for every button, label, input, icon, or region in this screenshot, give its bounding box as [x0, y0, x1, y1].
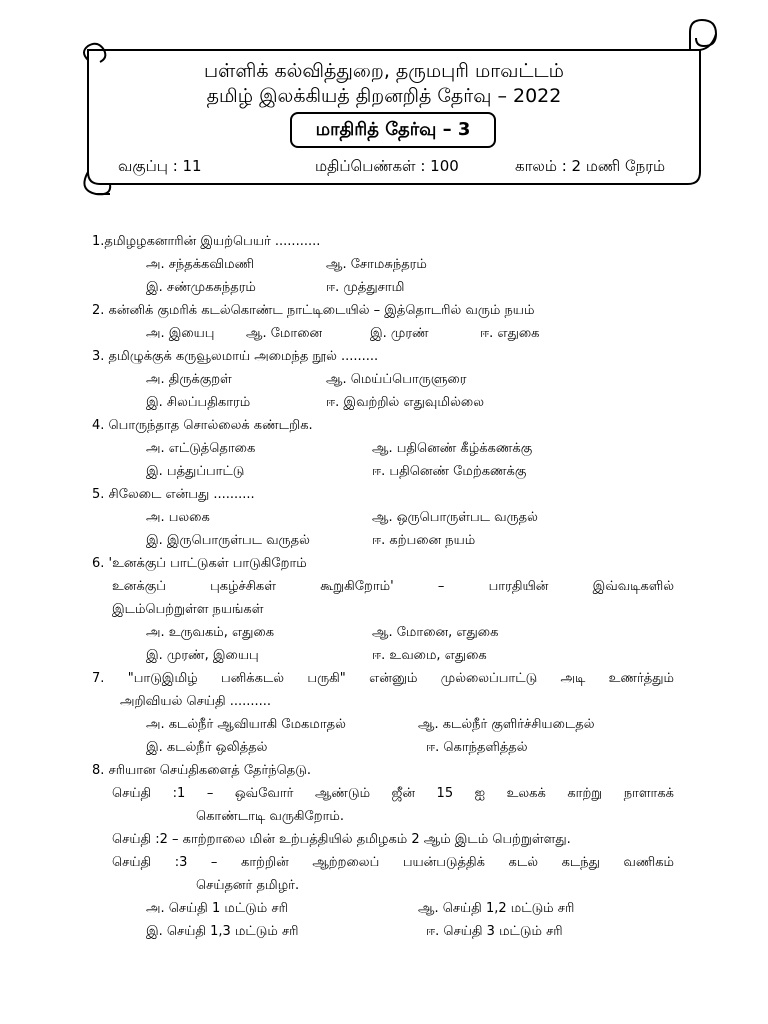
- q8-statement-3-line-1: செய்தி :3 – காற்றின் ஆற்றலைப் பயன்படுத்திக் கடல் கடந்து வணிகம்: [112, 855, 674, 870]
- q3-option-b: ஆ. மெய்ப்பொருளுரை: [326, 372, 467, 387]
- q5-option-b: ஆ. ஒருபொருள்பட வருதல்: [372, 510, 538, 525]
- q2-option-d: ஈ. எதுகை: [480, 326, 540, 341]
- q4-option-a: அ. எட்டுத்தொகை: [146, 441, 256, 456]
- q5-option-d: ஈ. கற்பனை நயம்: [372, 533, 476, 548]
- question-6-line-3: இடம்பெற்றுள்ள நயங்கள்: [112, 602, 264, 617]
- q8-option-c: இ. செய்தி 1,3 மட்டும் சரி: [146, 924, 299, 939]
- q4-option-b: ஆ. பதினெண் கீழ்க்கணக்கு: [372, 441, 533, 456]
- q6-option-c: இ. முரண், இயைபு: [146, 648, 259, 663]
- question-4: 4. பொருந்தாத சொல்லைக் கண்டறிக.: [92, 418, 313, 433]
- q1-option-d: ஈ. முத்துசாமி: [326, 280, 405, 295]
- question-7-line-2: அறிவியல் செய்தி ..........: [120, 694, 272, 709]
- q6-option-d: ஈ. உவமை, எதுகை: [372, 648, 487, 663]
- q2-option-b: ஆ. மோனை: [246, 326, 323, 341]
- q7-option-b: ஆ. கடல்நீர் குளிர்ச்சியடைதல்: [418, 717, 595, 732]
- question-6-line-2: உனக்குப் புகழ்ச்சிகள் கூறுகிறோம்' – பாரதியின் இவ்வடிகளில்: [112, 579, 674, 594]
- q6-option-a: அ. உருவகம், எதுகை: [146, 625, 275, 640]
- question-1: 1.தமிழழகனாரின் இயற்பெயர் ...........: [92, 234, 321, 249]
- time-label: காலம் : 2 மணி நேரம்: [515, 157, 666, 175]
- q5-option-c: இ. இருபொருள்பட வருதல்: [146, 533, 310, 548]
- district-heading: பள்ளிக் கல்வித்துறை, தருமபுரி மாவட்டம்: [204, 60, 564, 82]
- q8-option-d: ஈ. செய்தி 3 மட்டும் சரி: [426, 924, 563, 939]
- question-2: 2. கன்னிக் குமரிக் கடல்கொண்ட நாட்டிடையில் – இத்தொடரில் வரும் நயம்: [92, 303, 535, 318]
- question-5: 5. சிலேடை என்பது ..........: [92, 487, 255, 502]
- class-label: வகுப்பு : 11: [118, 157, 202, 175]
- q8-statement-3-line-2: செய்தனர் தமிழர்.: [196, 878, 300, 893]
- question-8: 8. சரியான செய்திகளைத் தேர்ந்தெடு.: [92, 763, 311, 778]
- q4-option-c: இ. பத்துப்பாட்டு: [146, 464, 245, 479]
- q7-option-a: அ. கடல்நீர் ஆவியாகி மேகமாதல்: [146, 717, 346, 732]
- question-6-line-1: 6. 'உனக்குப் பாட்டுகள் பாடுகிறோம்: [92, 556, 307, 571]
- q8-option-a: அ. செய்தி 1 மட்டும் சரி: [146, 901, 288, 916]
- scroll-top-roll: [690, 20, 716, 50]
- q7-option-c: இ. கடல்நீர் ஒலித்தல்: [146, 740, 268, 755]
- q6-option-b: ஆ. மோனை, எதுகை: [372, 625, 499, 640]
- q8-statement-2: செய்தி :2 – காற்றாலை மின் உற்பத்தியில் தமிழகம் 2 ஆம் இடம் பெற்றுள்ளது.: [112, 832, 571, 847]
- q8-option-b: ஆ. செய்தி 1,2 மட்டும் சரி: [418, 901, 575, 916]
- q3-option-a: அ. திருக்குறள்: [146, 372, 232, 387]
- q4-option-d: ஈ. பதினெண் மேற்கணக்கு: [372, 464, 527, 479]
- q8-statement-1-line-1: செய்தி :1 – ஒவ்வோர் ஆண்டும் ஜீன் 15 ஐ உலகக் காற்று நாளாகக்: [112, 786, 674, 801]
- exam-title: மாதிரித் தேர்வு – 3: [290, 112, 496, 148]
- q3-option-d: ஈ. இவற்றில் எதுவுமில்லை: [326, 395, 485, 410]
- exam-heading: தமிழ் இலக்கியத் திறனறித் தேர்வு – 2022: [206, 85, 562, 107]
- q2-option-c: இ. முரண்: [370, 326, 429, 341]
- question-7-line-1: 7. "பாடுஇமிழ் பனிக்கடல் பருகி" என்னும் முல்லைப்பாட்டு அடி உணர்த்தும்: [92, 671, 674, 686]
- q1-option-a: அ. சந்தக்கவிமணி: [146, 257, 254, 272]
- q5-option-a: அ. பலகை: [146, 510, 210, 525]
- q1-option-b: ஆ. சோமசுந்தரம்: [326, 257, 427, 272]
- marks-label: மதிப்பெண்கள் : 100: [315, 157, 459, 175]
- q3-option-c: இ. சிலப்பதிகாரம்: [146, 395, 251, 410]
- question-3: 3. தமிழுக்குக் கருவூலமாய் அமைந்த நூல் .........: [92, 349, 379, 364]
- q1-option-c: இ. சண்முகசுந்தரம்: [146, 280, 256, 295]
- q2-option-a: அ. இயைபு: [146, 326, 215, 341]
- q8-statement-1-line-2: கொண்டாடி வருகிறோம்.: [196, 809, 344, 824]
- q7-option-d: ஈ. கொந்தளித்தல்: [426, 740, 528, 755]
